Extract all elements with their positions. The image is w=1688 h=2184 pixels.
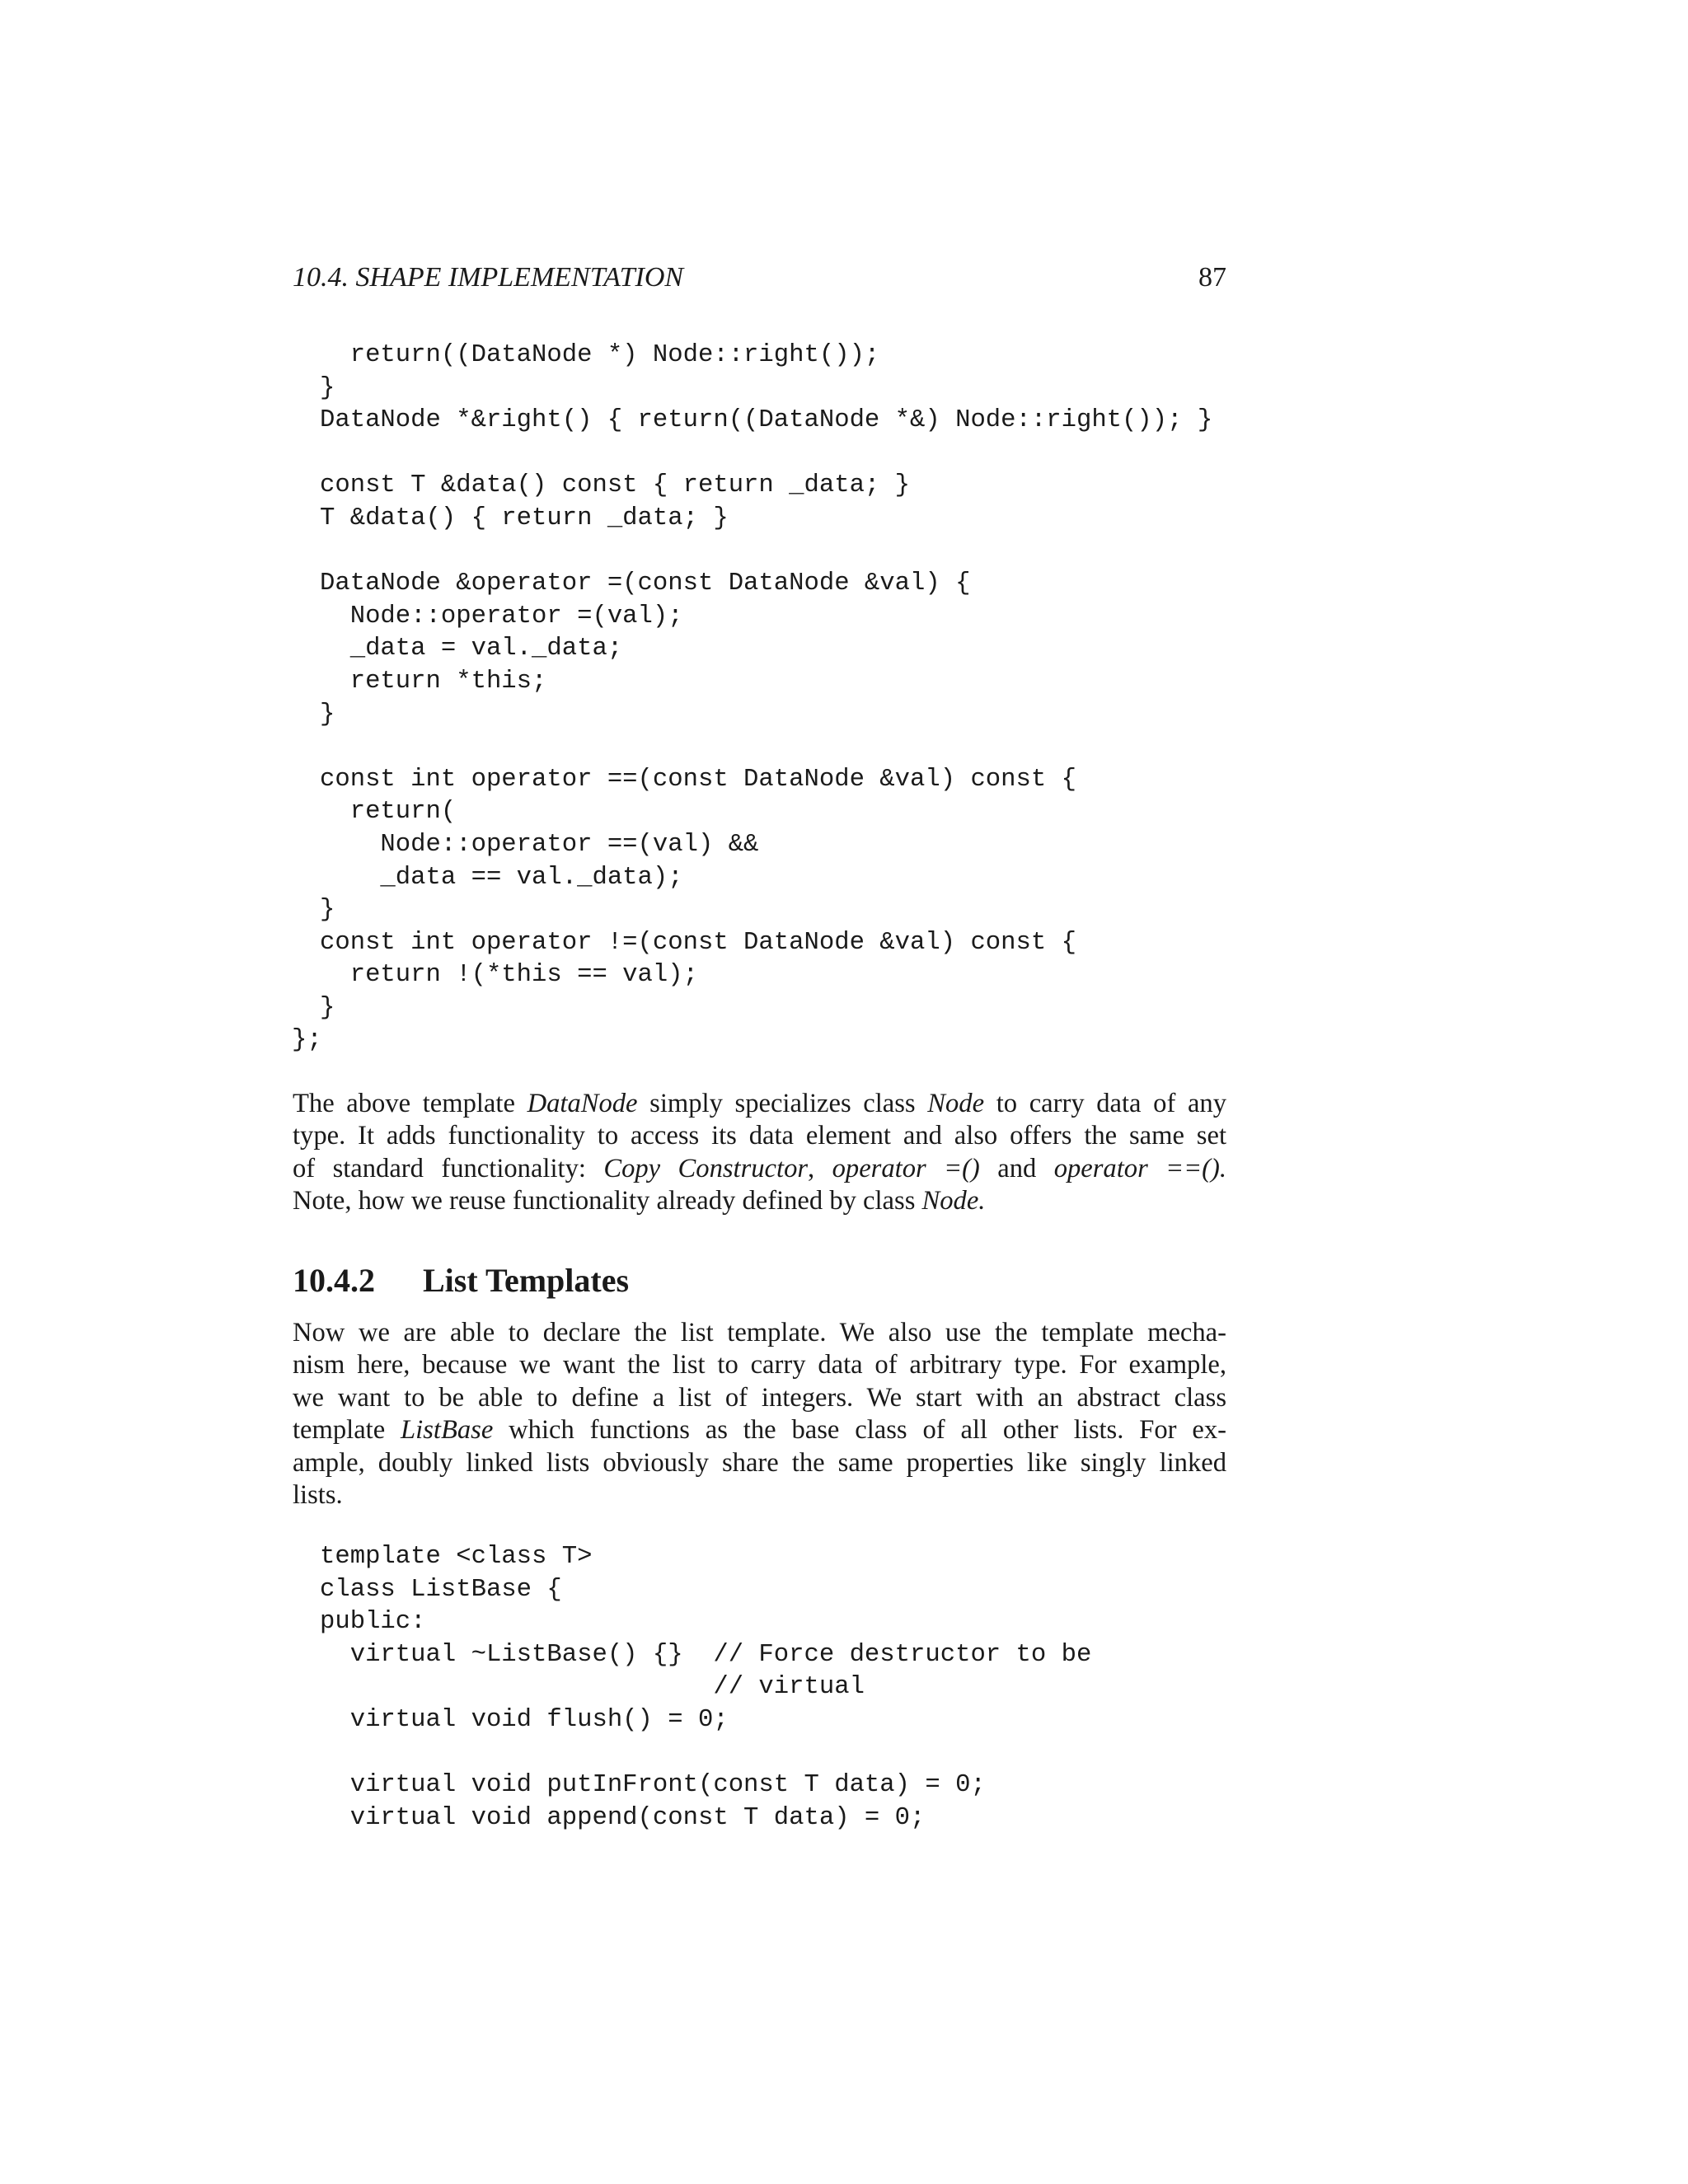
text-run: to carry data of any xyxy=(984,1089,1227,1118)
text-run-italic: ListBase xyxy=(401,1415,494,1446)
text-run-italic: Node. xyxy=(921,1186,986,1216)
section-heading xyxy=(293,1261,629,1300)
code-line: _data == val._data); xyxy=(320,863,683,892)
paragraph-line: nism here, because we want the list to carry data of arbitrary type. For example, xyxy=(293,1350,1226,1380)
text-run-italic: Copy Constructor xyxy=(603,1153,809,1183)
text-run: The above template xyxy=(293,1089,528,1118)
paragraph-line: ample, doubly linked lists obviously share the same properties like singly linked xyxy=(293,1447,1226,1478)
text-run: template xyxy=(293,1415,401,1446)
code-line: } xyxy=(320,896,335,925)
code-line: T &data() { return _data; } xyxy=(320,504,729,532)
code-line: Node::operator =(val); xyxy=(320,602,683,630)
section-number: 10.4.2 xyxy=(293,1262,375,1299)
text-run: of standard functionality: xyxy=(293,1153,604,1183)
code-line: const int operator !=(const DataNode &val) const { xyxy=(320,928,1076,957)
page-number: 87 xyxy=(1198,262,1226,293)
code-line: return( xyxy=(320,798,457,827)
section-title: List Templates xyxy=(423,1262,630,1299)
paragraph-line xyxy=(293,1414,1226,1446)
code-line xyxy=(320,438,1212,471)
text-run: which functions as the base class of all other lists. For ex- xyxy=(493,1415,1226,1446)
code-line: const int operator ==(const DataNode &val) const { xyxy=(320,765,1076,794)
paragraph-line xyxy=(293,1153,1226,1185)
code-line: Node::operator ==(val) && xyxy=(320,830,759,859)
code-line: } xyxy=(320,700,335,729)
code-line: virtual void append(const T data) = 0; xyxy=(320,1803,926,1832)
text-run-italic: Node xyxy=(927,1089,985,1118)
code-line: }; xyxy=(292,1026,322,1055)
text-run: simply specializes class xyxy=(637,1089,928,1118)
text-run-italic: operator =() xyxy=(832,1153,980,1183)
code-line: DataNode &operator =(const DataNode &val) { xyxy=(320,569,971,598)
code-line: const T &data() const { return _data; } xyxy=(320,471,911,500)
paragraph-list-templates xyxy=(293,1317,1226,1511)
text-run: , xyxy=(808,1153,832,1183)
text-run-italic: DataNode xyxy=(527,1089,638,1118)
code-line xyxy=(320,731,1212,764)
code-line: public: xyxy=(320,1608,426,1637)
code-line: return !(*this == val); xyxy=(320,961,698,990)
code-block-datanode xyxy=(292,340,1213,1057)
paragraph-line: Now we are able to declare the list template. We also use the template mecha- xyxy=(293,1318,1226,1347)
code-line xyxy=(320,1737,1091,1770)
code-line: virtual void flush() = 0; xyxy=(320,1705,729,1734)
paragraph-line: lists. xyxy=(293,1479,343,1510)
code-line: template <class T> xyxy=(320,1543,593,1571)
text-run-italic: operator ==(). xyxy=(1053,1153,1226,1183)
code-block-listbase xyxy=(320,1541,1091,1835)
text-run: and xyxy=(979,1153,1054,1183)
code-line: DataNode *&right() { return((DataNode *&) Node::right()); } xyxy=(320,406,1213,435)
paragraph-datanode-description xyxy=(293,1088,1226,1218)
code-line xyxy=(320,536,1212,569)
paragraph-line xyxy=(293,1185,1226,1217)
code-line: class ListBase { xyxy=(320,1575,562,1604)
code-line: virtual void putInFront(const T data) = 0; xyxy=(320,1771,986,1800)
code-line: return *this; xyxy=(320,667,547,696)
code-line: } xyxy=(320,993,335,1022)
code-line: return((DataNode *) Node::right()); xyxy=(320,341,880,369)
running-head-section: 10.4. SHAPE IMPLEMENTATION xyxy=(293,262,684,293)
code-line: } xyxy=(320,373,335,402)
code-line: _data = val._data; xyxy=(320,635,623,663)
running-head xyxy=(293,262,1226,302)
paragraph-line xyxy=(293,1088,1226,1120)
code-line: virtual ~ListBase() {} // Force destructor to be xyxy=(320,1640,1092,1669)
paragraph-line: type. It adds functionality to access its data element and also offers the same set xyxy=(293,1121,1226,1151)
text-run: Note, how we reuse functionality already defined by class xyxy=(293,1186,922,1216)
paragraph-line: we want to be able to define a list of integers. We start with an abstract class xyxy=(293,1382,1226,1413)
code-line: // virtual xyxy=(320,1673,865,1702)
